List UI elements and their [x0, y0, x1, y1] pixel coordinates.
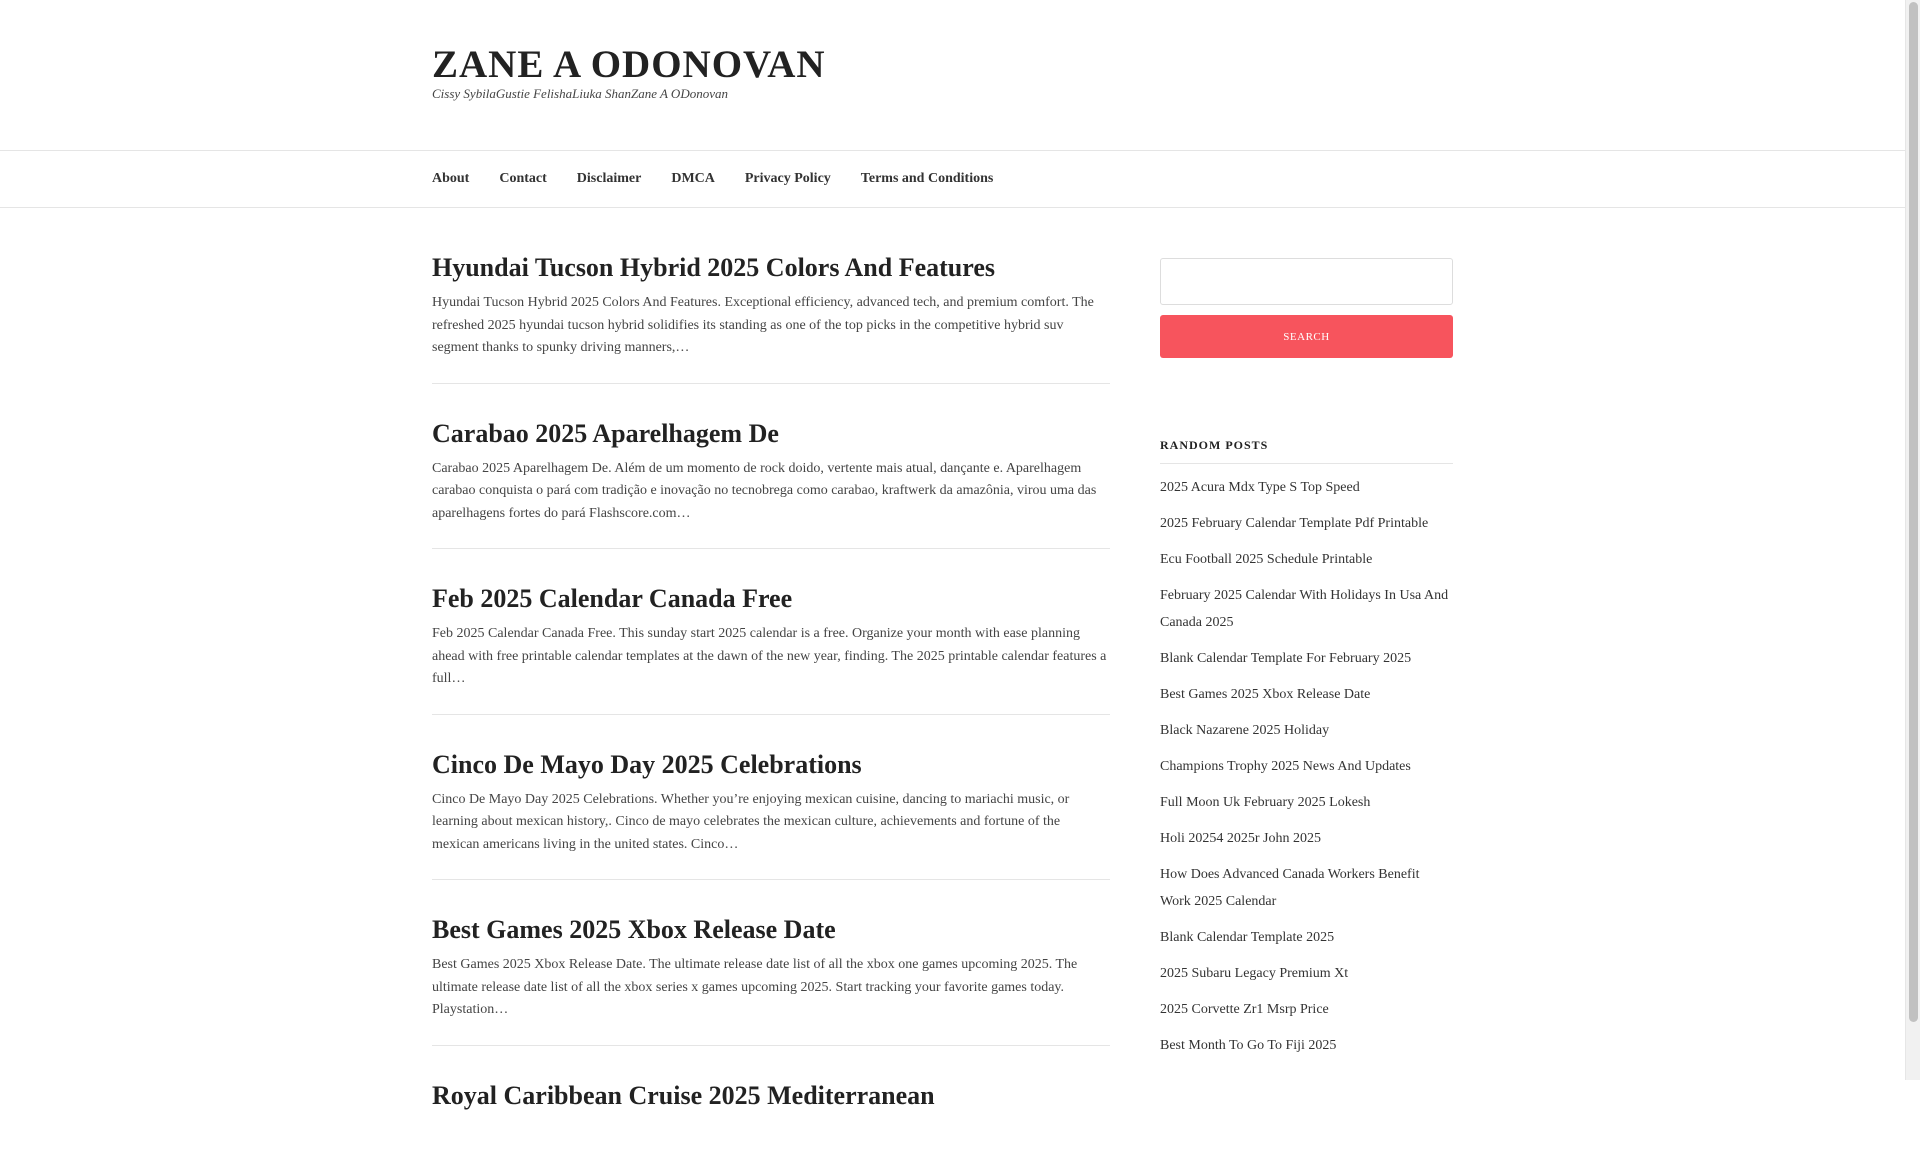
post-title[interactable]: Cinco De Mayo Day 2025 Celebrations: [432, 749, 862, 779]
random-post-link[interactable]: Ecu Football 2025 Schedule Printable: [1160, 552, 1373, 567]
search-form: [1160, 258, 1453, 358]
random-post-link[interactable]: 2025 February Calendar Template Pdf Printable: [1160, 516, 1429, 531]
post-excerpt: Carabao 2025 Aparelhagem De. Além de um momento de rock doido, vertente mais atual, dançante e. Aparelhagem carabao conquista o pará com tradição e inovação no tecnobrega como carabao, kraftwerk da amazônia, virou uma das aparelhagens fortes do pará Flashscore.com…: [432, 460, 1097, 521]
post-item: [432, 912, 1110, 1046]
random-post-link[interactable]: Full Moon Uk February 2025 Lokesh: [1160, 795, 1371, 810]
site-description: Cissy SybilaGustie FelishaLiuka ShanZane A ODonovan: [432, 86, 728, 101]
site-title[interactable]: ZANE A ODONOVAN: [432, 43, 826, 86]
post-excerpt: Feb 2025 Calendar Canada Free. This sunday start 2025 calendar is a free. Organize your month with ease planning ahead with free printable calendar templates at the dawn of the new year, finding. The 2025 printable calendar features a full…: [432, 626, 1107, 686]
nav-item-about[interactable]: About: [432, 171, 470, 186]
post-list: [432, 250, 1110, 1175]
post-title[interactable]: Royal Caribbean Cruise 2025 Mediterranean: [432, 1080, 935, 1110]
random-post-link[interactable]: 2025 Acura Mdx Type S Top Speed: [1160, 480, 1360, 495]
random-post-link[interactable]: Best Games 2025 Xbox Release Date: [1160, 687, 1371, 702]
scrollbar-thumb[interactable]: [1909, 2, 1918, 1022]
sidebar: [1160, 258, 1453, 1068]
random-posts-list: [1160, 474, 1453, 1059]
post-title[interactable]: Hyundai Tucson Hybrid 2025 Colors And Features: [432, 253, 995, 282]
random-post-link[interactable]: 2025 Subaru Legacy Premium Xt: [1160, 966, 1349, 981]
nav-item-contact[interactable]: Contact: [499, 171, 547, 186]
post-item: [432, 1078, 1110, 1143]
random-post-link[interactable]: 2025 Corvette Zr1 Msrp Price: [1160, 1002, 1329, 1017]
post-excerpt: Cinco De Mayo Day 2025 Celebrations. Whether you’re enjoying mexican cuisine, dancing to mariachi music, or learning about mexican history,. Cinco de mayo celebrates the mexican culture, achievements and fortune of the mexican americans living in the united states. Cinco…: [432, 791, 1070, 852]
random-post-link[interactable]: February 2025 Calendar With Holidays In Usa And Canada 2025: [1160, 588, 1449, 630]
post-title[interactable]: Feb 2025 Calendar Canada Free: [432, 584, 793, 613]
post-item: [432, 250, 1110, 384]
post-excerpt: Best Games 2025 Xbox Release Date. The ultimate release date list of all the xbox one games upcoming 2025. The ultimate release date list of all the xbox series x games upcoming 2025. Start tracking your favorite games today. Playstation…: [432, 957, 1078, 1017]
post-title[interactable]: Carabao 2025 Aparelhagem De: [432, 418, 779, 448]
post-title[interactable]: Best Games 2025 Xbox Release Date: [432, 915, 836, 944]
random-post-link[interactable]: Blank Calendar Template For February 2025: [1160, 651, 1412, 666]
post-item: [432, 747, 1110, 881]
random-post-link[interactable]: Best Month To Go To Fiji 2025: [1160, 1038, 1337, 1053]
random-posts-title: RANDOM POSTS: [1160, 438, 1453, 464]
random-post-link[interactable]: Black Nazarene 2025 Holiday: [1160, 723, 1330, 738]
post-item: [432, 581, 1110, 715]
nav-item-privacy-policy[interactable]: Privacy Policy: [744, 171, 831, 186]
search-input[interactable]: [1160, 258, 1453, 305]
site-header: [0, 0, 1905, 150]
main-navigation: [0, 150, 1905, 208]
nav-item-disclaimer[interactable]: Disclaimer: [576, 171, 642, 186]
random-post-link[interactable]: How Does Advanced Canada Workers Benefit Work 2025 Calendar: [1160, 867, 1420, 909]
random-post-link[interactable]: Holi 20254 2025r John 2025: [1160, 831, 1321, 846]
post-item: [432, 416, 1110, 550]
nav-item-terms-and-conditions[interactable]: Terms and Conditions: [860, 171, 994, 186]
page-scrollbar[interactable]: [1905, 0, 1920, 1080]
random-post-link[interactable]: Blank Calendar Template 2025: [1160, 930, 1335, 945]
post-excerpt: Hyundai Tucson Hybrid 2025 Colors And Features. Exceptional efficiency, advanced tech, and premium comfort. The refreshed 2025 hyundai tucson hybrid solidifies its standing as one of the top picks in the competitive hybrid suv segment thanks to spunky driving manners,…: [432, 295, 1094, 355]
search-button[interactable]: SEARCH: [1160, 315, 1453, 358]
random-post-link[interactable]: Champions Trophy 2025 News And Updates: [1160, 759, 1411, 774]
nav-item-dmca[interactable]: DMCA: [671, 171, 715, 186]
